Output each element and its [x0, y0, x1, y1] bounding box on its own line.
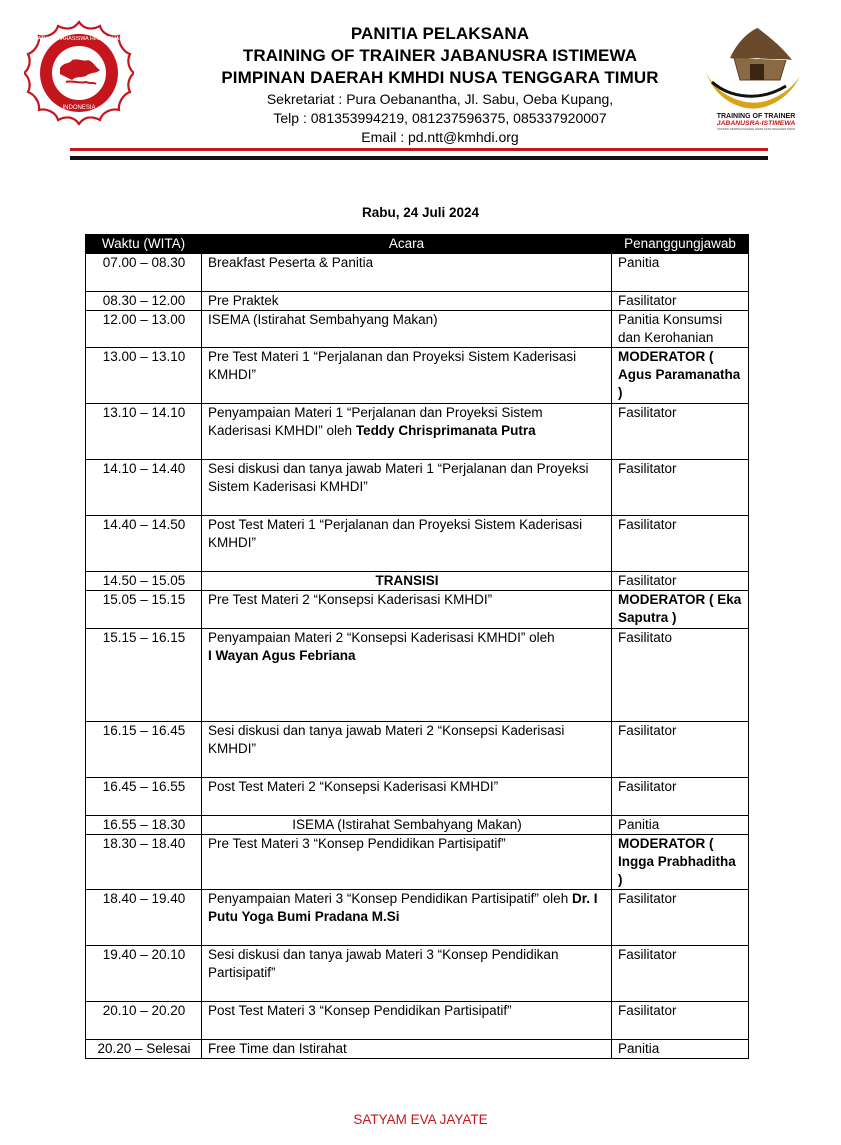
- row-event: [202, 404, 612, 460]
- emblem-bottom-text: INDONESIA: [62, 105, 96, 111]
- header-title-line1: PANITIA PELAKSANA: [350, 24, 530, 43]
- table-row: [86, 1040, 749, 1059]
- row-time: 07.00 – 08.30: [86, 254, 202, 292]
- row-event-text: Penyampaian Materi 3 “Konsep Pendidikan Partisipatif” oleh: [208, 891, 572, 906]
- row-responsible: Fasilitator: [612, 292, 749, 311]
- row-event: Pre Praktek: [202, 292, 612, 311]
- row-event-text: Penyampaian Materi 1 “Perjalanan dan Proyeksi Sistem Kaderisasi KMHDI” oleh: [208, 405, 543, 438]
- header-title-line2: TRAINING OF TRAINER JABANUSRA ISTIMEWA: [242, 46, 638, 65]
- row-event: Pre Test Materi 3 “Konsep Pendidikan Partisipatif”: [202, 835, 612, 890]
- row-event: Sesi diskusi dan tanya jawab Materi 2 “Konsepsi Kaderisasi KMHDI”: [202, 722, 612, 778]
- row-time: 12.00 – 13.00: [86, 311, 202, 348]
- row-responsible: MODERATOR ( Eka Saputra ): [612, 591, 749, 629]
- row-event: Sesi diskusi dan tanya jawab Materi 1 “Perjalanan dan Proyeksi Sistem Kaderisasi KMHDI”: [202, 460, 612, 516]
- row-time: 18.30 – 18.40: [86, 835, 202, 890]
- row-responsible: Fasilitator: [612, 722, 749, 778]
- row-responsible: Fasilitator: [612, 516, 749, 572]
- header-black-rule: [70, 156, 768, 160]
- row-responsible: MODERATOR ( Ingga Prabhaditha ): [612, 835, 749, 890]
- header-email: Email : pd.ntt@kmhdi.org: [361, 129, 519, 145]
- row-responsible: Fasilitator: [612, 890, 749, 946]
- row-time: 16.45 – 16.55: [86, 778, 202, 816]
- row-event: Post Test Materi 3 “Konsep Pendidikan Partisipatif”: [202, 1002, 612, 1040]
- speaker-name: Dr. I Putu Yoga Bumi Pradana M.Si: [208, 891, 598, 924]
- header-phone: Telp : 081353994219, 081237596375, 085337920007: [273, 110, 607, 126]
- row-responsible: Panitia Konsumsi dan Kerohanian: [612, 311, 749, 348]
- table-row: [86, 516, 749, 572]
- table-row: [86, 404, 749, 460]
- footer-motto: SATYAM EVA JAYATE: [353, 1112, 488, 1127]
- row-responsible: Panitia: [612, 816, 749, 835]
- row-time: 20.20 – Selesai: [86, 1040, 202, 1059]
- column-header-event: Acara: [202, 235, 612, 254]
- row-responsible: Fasilitator: [612, 1002, 749, 1040]
- schedule-table: [85, 234, 749, 1059]
- row-event: ISEMA (Istirahat Sembahyang Makan): [202, 311, 612, 348]
- header-secretariat: Sekretariat : Pura Oebanantha, Jl. Sabu, Oeba Kupang,: [266, 91, 614, 107]
- table-row: [86, 778, 749, 816]
- row-event: Pre Test Materi 1 “Perjalanan dan Proyeksi Sistem Kaderisasi KMHDI”: [202, 348, 612, 404]
- row-responsible: Fasilitator: [612, 946, 749, 1002]
- table-row: [86, 835, 749, 890]
- column-header-time: Waktu (WITA): [86, 235, 202, 254]
- kmhdi-emblem-logo: [24, 18, 134, 128]
- table-row: [86, 946, 749, 1002]
- tot-logo-line3: TRAINING PIMPINAN DAERAH KMHDI NUSA TENGGARA TIMUR: [716, 128, 796, 131]
- row-responsible: Fasilitator: [612, 404, 749, 460]
- table-row: [86, 572, 749, 591]
- row-responsible: Fasilitato: [612, 629, 749, 722]
- row-event-text: Penyampaian Materi 2 “Konsepsi Kaderisasi KMHDI” oleh: [208, 630, 555, 645]
- table-row: [86, 629, 749, 722]
- row-responsible: Fasilitator: [612, 572, 749, 591]
- table-row: [86, 816, 749, 835]
- row-event: Free Time dan Istirahat: [202, 1040, 612, 1059]
- row-time: 14.10 – 14.40: [86, 460, 202, 516]
- row-responsible: Fasilitator: [612, 778, 749, 816]
- row-event: [202, 629, 612, 722]
- table-row: [86, 722, 749, 778]
- row-time: 14.40 – 14.50: [86, 516, 202, 572]
- table-row: [86, 311, 749, 348]
- table-row: [86, 348, 749, 404]
- tot-logo-line2: JABANUSRA-ISTIMEWA: [716, 120, 796, 127]
- row-responsible: Panitia: [612, 254, 749, 292]
- table-row: [86, 254, 749, 292]
- row-time: 18.40 – 19.40: [86, 890, 202, 946]
- row-time: 19.40 – 20.10: [86, 946, 202, 1002]
- row-event: Breakfast Peserta & Panitia: [202, 254, 612, 292]
- row-time: 16.55 – 18.30: [86, 816, 202, 835]
- row-time: 08.30 – 12.00: [86, 292, 202, 311]
- tot-logo-line1: TRAINING OF TRAINER: [716, 113, 796, 120]
- row-time: 15.05 – 15.15: [86, 591, 202, 629]
- table-row: [86, 591, 749, 629]
- training-of-trainer-logo: [700, 22, 812, 134]
- speaker-name: Teddy Chrisprimanata Putra: [355, 423, 536, 438]
- row-responsible: MODERATOR ( Agus Paramanatha ): [612, 348, 749, 404]
- emblem-ring-text: KESATUAN MAHASISWA HINDU DHARMA: [26, 36, 132, 42]
- speaker-name: I Wayan Agus Febriana: [208, 648, 356, 663]
- schedule-date: Rabu, 24 Juli 2024: [361, 205, 480, 220]
- column-header-responsible: Penanggungjawab: [612, 235, 749, 254]
- table-row: [86, 890, 749, 946]
- row-responsible: Panitia: [612, 1040, 749, 1059]
- row-event: Post Test Materi 1 “Perjalanan dan Proyeksi Sistem Kaderisasi KMHDI”: [202, 516, 612, 572]
- table-row: [86, 460, 749, 516]
- header-title-line3: PIMPINAN DAERAH KMHDI NUSA TENGGARA TIMUR: [221, 68, 659, 87]
- table-row: [86, 1002, 749, 1040]
- table-header-row: [86, 235, 749, 254]
- row-event: [202, 890, 612, 946]
- header-red-rule: [70, 148, 768, 151]
- row-event: ISEMA (Istirahat Sembahyang Makan): [202, 816, 612, 835]
- row-event: Sesi diskusi dan tanya jawab Materi 3 “Konsep Pendidikan Partisipatif”: [202, 946, 612, 1002]
- row-time: 15.15 – 16.15: [86, 629, 202, 722]
- row-event: Post Test Materi 2 “Konsepsi Kaderisasi KMHDI”: [202, 778, 612, 816]
- row-time: 13.00 – 13.10: [86, 348, 202, 404]
- row-time: 14.50 – 15.05: [86, 572, 202, 591]
- row-responsible: Fasilitator: [612, 460, 749, 516]
- row-event: Pre Test Materi 2 “Konsepsi Kaderisasi KMHDI”: [202, 591, 612, 629]
- row-event: TRANSISI: [202, 572, 612, 591]
- table-row: [86, 292, 749, 311]
- row-time: 20.10 – 20.20: [86, 1002, 202, 1040]
- row-time: 16.15 – 16.45: [86, 722, 202, 778]
- row-time: 13.10 – 14.10: [86, 404, 202, 460]
